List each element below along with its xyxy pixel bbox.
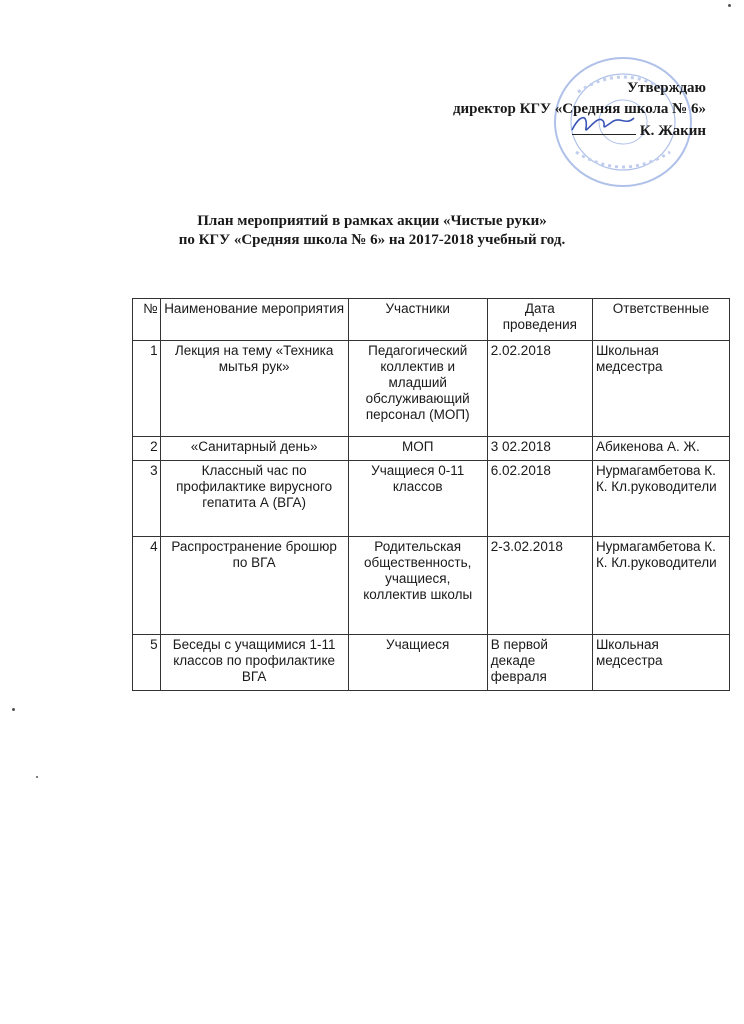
row-event: «Санитарный день» xyxy=(160,437,348,461)
signature-underline xyxy=(572,120,636,135)
events-plan-table xyxy=(132,298,730,691)
row-participants: Учащиеся 0-11 классов xyxy=(348,461,487,537)
scan-speck xyxy=(12,708,15,711)
approval-heading: Утверждаю xyxy=(627,80,706,96)
header-participants: Участники xyxy=(348,299,487,341)
header-responsible: Ответственные xyxy=(592,299,729,341)
row-event: Беседы с учащимися 1-11 классов по профилактике ВГА xyxy=(160,635,348,691)
approval-name: К. Жакин xyxy=(639,123,706,139)
title-line-2: по КГУ «Средняя школа № 6» на 2017-2018 учебный год. xyxy=(178,232,566,248)
row-participants: Учащиеся xyxy=(348,635,487,691)
table-row xyxy=(133,635,730,691)
table-header-row xyxy=(133,299,730,341)
approval-position: директор КГУ «Средняя школа № 6» xyxy=(452,101,706,117)
scan-speck xyxy=(36,776,38,778)
row-event: Распространение брошюр по ВГА xyxy=(160,537,348,635)
row-num: 1 xyxy=(133,341,161,437)
header-date: Дата проведения xyxy=(487,299,592,341)
row-num: 5 xyxy=(133,635,161,691)
document-title xyxy=(0,212,744,250)
row-date: 2-3.02.2018 xyxy=(487,537,592,635)
row-event: Классный час по профилактике вирусного гепатита А (ВГА) xyxy=(160,461,348,537)
row-date: 2.02.2018 xyxy=(487,341,592,437)
row-event: Лекция на тему «Техника мытья рук» xyxy=(160,341,348,437)
row-responsible: Абикенова А. Ж. xyxy=(592,437,729,461)
row-date: В первой декаде февраля xyxy=(487,635,592,691)
row-participants: МОП xyxy=(348,437,487,461)
row-responsible: Школьная медсестра xyxy=(592,341,729,437)
header-event: Наименование мероприятия xyxy=(160,299,348,341)
row-num: 4 xyxy=(133,537,161,635)
row-responsible: Школьная медсестра xyxy=(592,635,729,691)
row-responsible: Нурмагамбетова К. К. Кл.руководители xyxy=(592,461,729,537)
row-participants: Родительская общественность, учащиеся, коллектив школы xyxy=(348,537,487,635)
approval-signature-line xyxy=(453,120,706,142)
title-line-1: План мероприятий в рамках акции «Чистые руки» xyxy=(197,213,547,229)
row-date: 3 02.2018 xyxy=(487,437,592,461)
table-row xyxy=(133,537,730,635)
header-num: № xyxy=(133,299,161,341)
scan-speck xyxy=(728,4,731,7)
table-row xyxy=(133,341,730,437)
row-date: 6.02.2018 xyxy=(487,461,592,537)
table-row xyxy=(133,461,730,537)
row-num: 3 xyxy=(133,461,161,537)
approval-block xyxy=(453,78,706,142)
row-responsible: Нурмагамбетова К. К. Кл.руководители xyxy=(592,537,729,635)
row-num: 2 xyxy=(133,437,161,461)
row-participants: Педагогический коллектив и младший обслуживающий персонал (МОП) xyxy=(348,341,487,437)
table-row xyxy=(133,437,730,461)
